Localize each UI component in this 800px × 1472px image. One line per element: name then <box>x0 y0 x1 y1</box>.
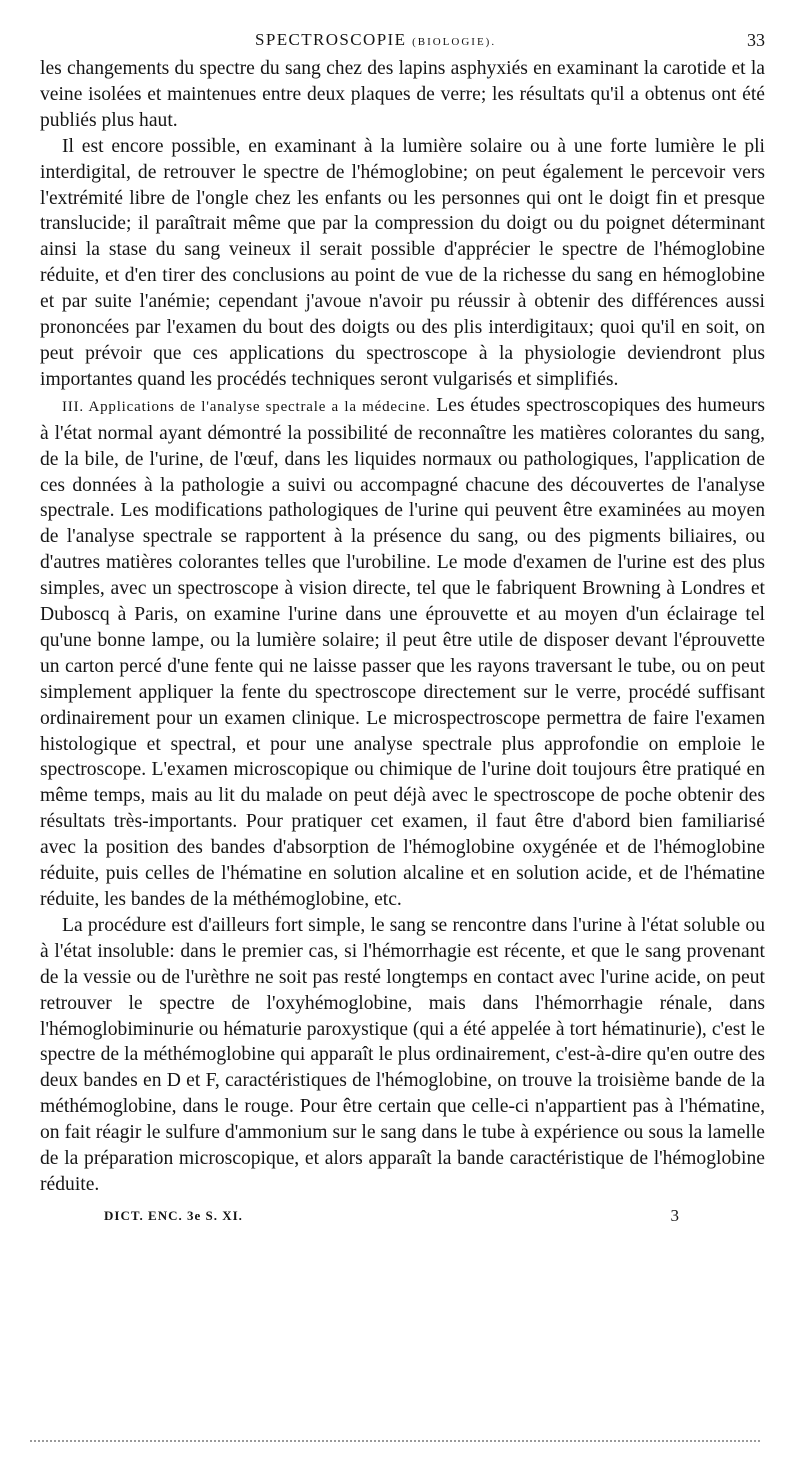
paragraph-3-text: Les études spectroscopiques des humeurs à l'état normal ayant démontré la possibilité de reconnaître les matières colorantes du sang, de la bile, de l'urine, de l'œuf, dans les liquides normaux ou pathologiques, l'application de ces données à la pathologie a suivi ou accompagné chacune des découvertes de l'analyse spectrale. Les modifications pathologiques de l'urine qui peuvent être examinées au moyen de l'analyse spectrale se rapportent à la présence du sang, ou des pigments biliaires, ou d'autres matières colorantes telles que l'urobiline. Le mode d'examen de l'urine est des plus simples, avec un spectroscope à vision directe, tel que le fabriquent Browning à Londres et Duboscq à Paris, on examine l'urine dans une éprouvette et au moyen d'un éclairage tel qu'une bonne lampe, ou la lumière solaire; il peut être utile de disposer devant l'éprouvette un carton percé d'une fente qui ne laisse passer que les rayons traversant le tube, ou on peut simplement appliquer la fente du spectroscope directement sur le verre, procédé suffisant ordinairement pour un examen clinique. Le microspectroscope permettra de faire l'examen histologique et spectral, et pour une analyse spectrale plus approfondie on emploie le spectroscope. L'examen microscopique ou chimique de l'urine doit toujours être pratiqué en même temps, mais au lit du malade on peut déjà avec le spectroscope de poche obtenir des résultats très-importants. Pour pratiquer cet examen, il faut être d'abord bien familiarisé avec la position des bandes d'absorption de l'hémoglobine oxygénée et de l'hémoglobine réduite, puis celles de l'hématine en solution alcaline et en solution acide, et de l'hématine réduite, les bandes de la méthémoglobine, etc. <box>40 394 765 910</box>
running-head <box>40 26 765 56</box>
paragraph-3 <box>40 393 765 913</box>
running-title-subtitle: (BIOLOGIE). <box>412 36 497 48</box>
signature-number: 3 <box>670 1205 679 1225</box>
paragraph-4: La procédure est d'ailleurs fort simple, le sang se rencontre dans l'urine à l'état soluble ou à l'état insoluble: dans le premier cas, si l'hémorrhagie est récente, et que le sang provenant de la vessie ou de l'urèthre ne soit pas resté longtemps en contact avec l'urine acide, on peut retrouver le spectre de l'oxyhémoglobine, mais dans l'hémorrhagie rénale, dans l'hémoglobiminurie ou hématurie paroxystique (qui a été appelée à tort hématinurie), c'est le spectre de la méthémoglobine qui apparaît le plus ordinairement, c'est-à-dire qu'en outre des deux bandes en D et F, caractéristiques de l'hémoglobine, on trouve la troisième bande de la méthémoglobine, dans le rouge. Pour être certain que celle-ci n'appartient pas à l'hématine, on fait réagir le sulfure d'ammonium sur le sang dans le tube à expérience ou sous la lamelle de la préparation microscopique, et alors apparaît la bande caractéristique de l'hémoglobine réduite. <box>40 914 765 1195</box>
section-heading: III. Applications de l'analyse spectrale a la médecine. <box>62 398 431 415</box>
page-number: 33 <box>747 30 765 50</box>
running-title <box>255 30 496 50</box>
page-footer <box>40 1204 765 1234</box>
signature-mark: DICT. ENC. 3e S. XI. <box>104 1207 243 1223</box>
book-page <box>40 26 765 1234</box>
paragraph-1: les changements du spectre du sang chez des lapins asphyxiés en examinant la carotide et la veine isolées et maintenues entre deux plaques de verre; les résultats qu'il a obtenus ont été publiés plus haut. <box>40 58 765 131</box>
running-title-main: SPECTROSCOPIE <box>255 30 407 49</box>
paragraph-2: Il est encore possible, en examinant à la lumière solaire ou à une forte lumière le pli interdigital, de retrouver le spectre de l'hémoglobine; on peut également le percevoir vers l'extrémité libre de l'ongle chez les enfants ou les personnes qui ont le doigt fin et presque translucide; il paraîtrait même que par la compression du doigt ou du poignet déterminant ainsi la stase du sang veineux il serait possible d'apprécier le spectre de l'hémoglobine réduite, et d'en tirer des conclusions au point de vue de la richesse du sang en hémoglobine et par suite l'anémie; cependant j'avoue n'avoir pu réussir à obtenir des différences aussi prononcées par l'examen du bout des doigts ou des plis interdigitaux; quoi qu'il en soit, on peut prévoir que ces applications du spectroscope à la physiologie deviendront plus importantes quand les procédés techniques seront vulgarisés et simplifiés. <box>40 135 765 390</box>
body-text <box>40 56 765 1198</box>
scan-noise-line <box>30 1440 760 1442</box>
